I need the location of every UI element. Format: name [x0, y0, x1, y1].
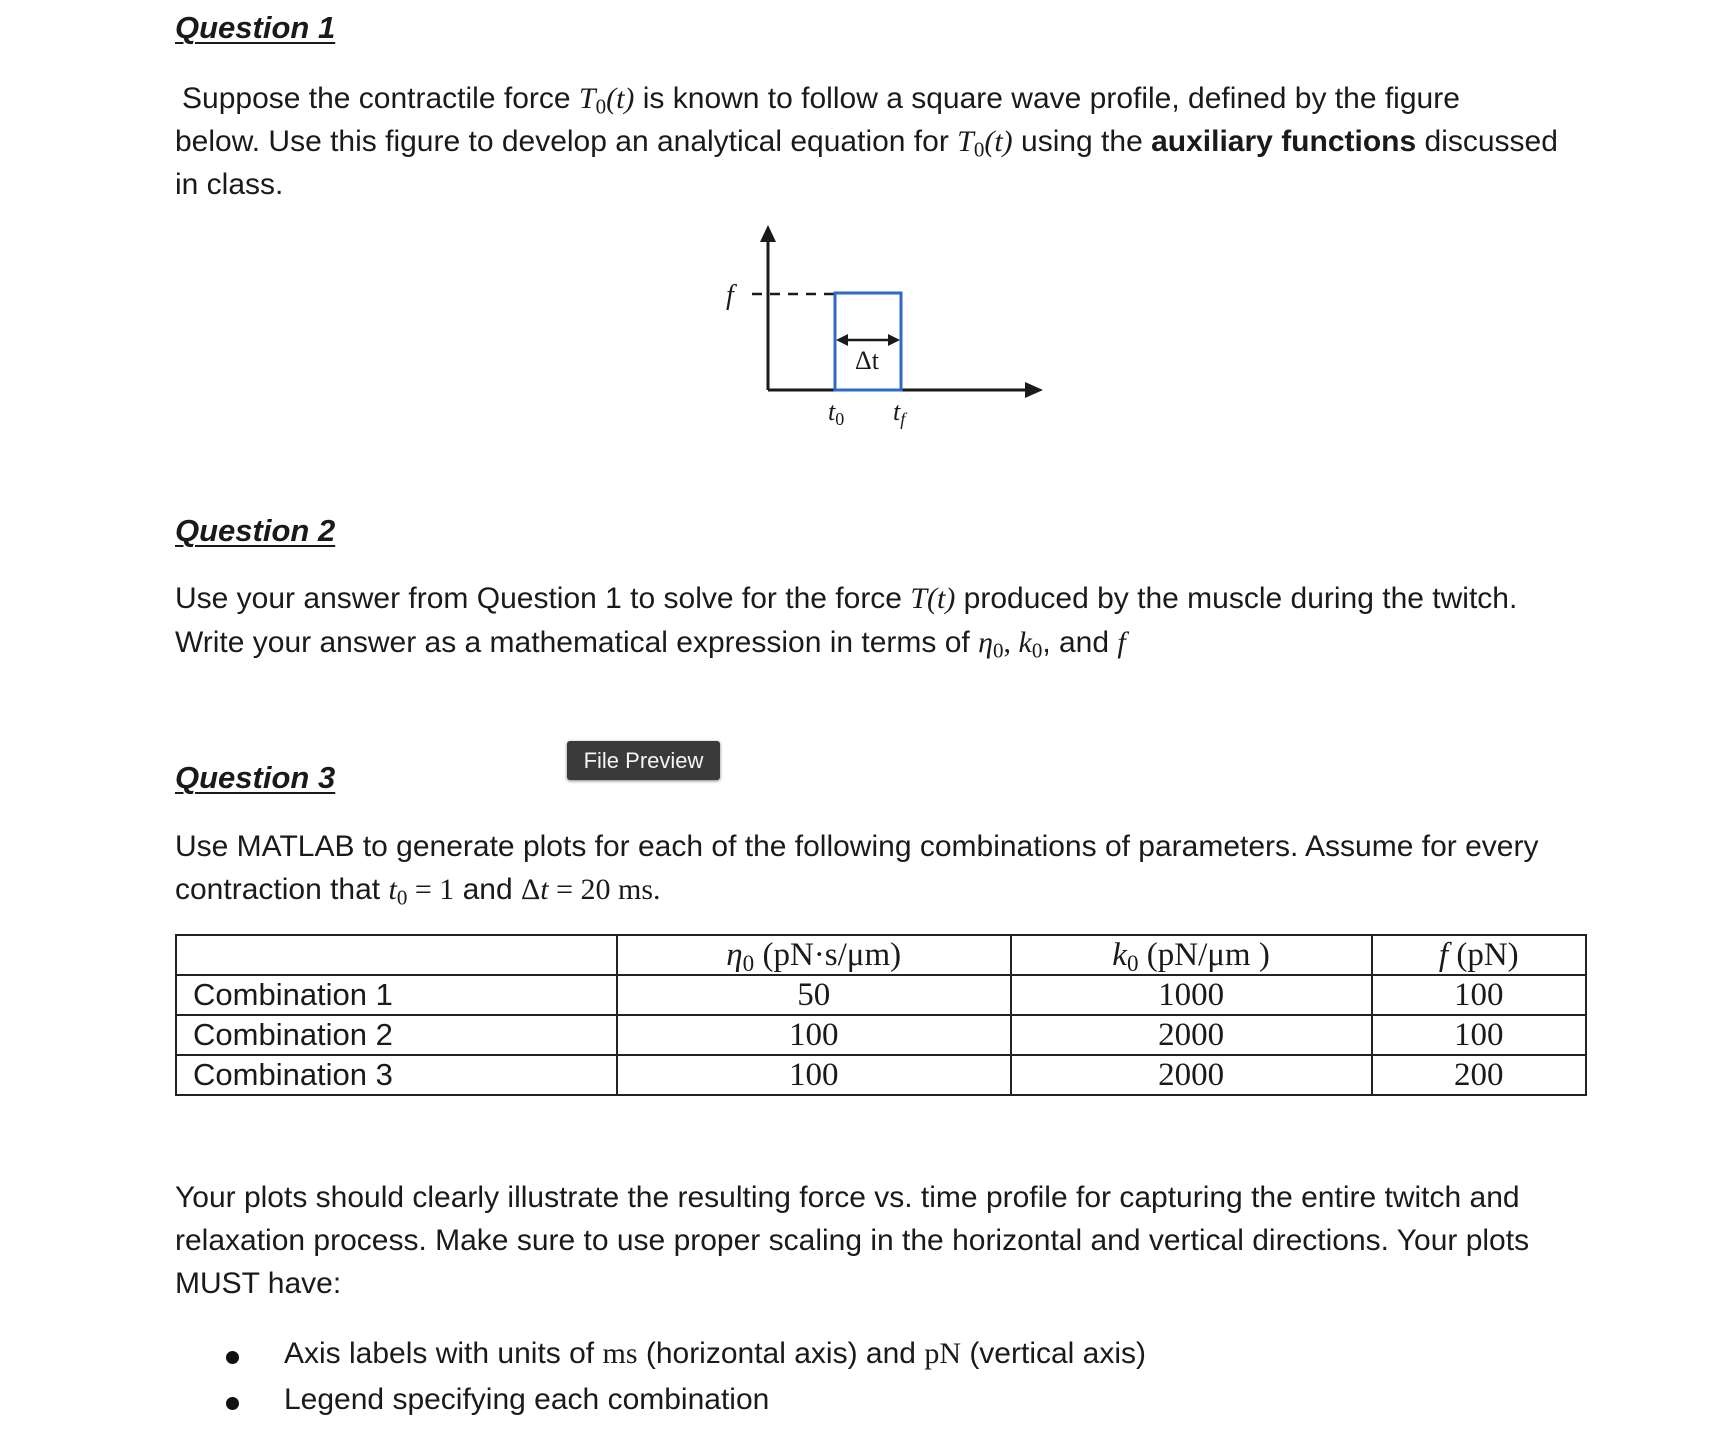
closing-line-2: relaxation process. Make sure to use proper scaling in the horizontal and vertical directions. Your plots — [175, 1224, 1530, 1257]
q2-line-1: Use your answer from Question 1 to solve for the force T(t) produced by the muscle during the twitch. — [175, 582, 1518, 615]
cell-k: 2000 — [1011, 1055, 1372, 1095]
header-k: $k_0$ (pN/μm ) — [1011, 935, 1372, 975]
y-axis-arrow — [760, 225, 776, 242]
q2-line-2: Write your answer as a mathematical expression in terms of $\eta_0$, $k_0$, and f — [175, 626, 1126, 663]
q3-line-1: Use MATLAB to generate plots for each of the following combinations of parameters. Assume for every — [175, 830, 1539, 863]
table-row — [176, 1055, 1586, 1095]
q3-line-2: contraction that $t_0 = 1$ and Δt = 20 ms. — [175, 873, 661, 910]
T0-symbol: $T_0(t)$ — [957, 125, 1013, 162]
f-symbol: f — [1117, 626, 1126, 659]
header-cell — [176, 935, 617, 975]
cell-eta: 50 — [617, 975, 1011, 1015]
eta0-symbol: $\eta_0$ — [978, 626, 1004, 663]
table-header-row — [176, 935, 1586, 975]
table-row — [176, 1015, 1586, 1055]
cell-k: 2000 — [1011, 1015, 1372, 1055]
delta-t-arrow-right — [888, 334, 900, 346]
t0-symbol: $t_0$ — [388, 873, 408, 910]
q1-line-1: Suppose the contractile force $T_0(t)$ is known to follow a square wave profile, defined by the figure — [182, 82, 1460, 119]
auxiliary-functions-bold: auxiliary functions — [1151, 125, 1417, 158]
question-3-heading: Question 3 — [175, 760, 336, 795]
q1-line-3: in class. — [175, 168, 284, 201]
parameter-table — [175, 934, 1587, 1096]
cell-f: 100 — [1372, 1015, 1586, 1055]
q1-line-2: below. Use this figure to develop an analytical equation for $T_0(t)$ using the auxiliary functions discussed — [175, 125, 1558, 162]
question-2-heading: Question 2 — [175, 513, 336, 548]
header-f: f (pN) — [1372, 935, 1586, 975]
question-1-heading: Question 1 — [175, 10, 336, 45]
delta-t-arrow-left — [836, 334, 848, 346]
header-eta: $\eta_0$ (pN·s/μm) — [617, 935, 1011, 975]
bullet-icon — [226, 1397, 239, 1410]
cell-eta: 100 — [617, 1015, 1011, 1055]
T-symbol: T(t) — [910, 582, 956, 615]
delta-t-label: Δt — [855, 346, 879, 375]
x-axis-arrow — [1025, 382, 1043, 398]
cell-f: 100 — [1372, 975, 1586, 1015]
row-label: Combination 1 — [176, 975, 617, 1015]
table-row — [176, 975, 1586, 1015]
t0-label: t0 — [828, 397, 845, 429]
closing-line-3: MUST have: — [175, 1267, 342, 1300]
cell-eta: 100 — [617, 1055, 1011, 1095]
row-label: Combination 3 — [176, 1055, 617, 1095]
bullet-icon — [226, 1351, 239, 1364]
file-preview-button[interactable]: File Preview — [567, 741, 720, 780]
cell-k: 1000 — [1011, 975, 1372, 1015]
closing-line-1: Your plots should clearly illustrate the resulting force vs. time profile for capturing the entire twitch and — [175, 1181, 1520, 1214]
cell-f: 200 — [1372, 1055, 1586, 1095]
k0-symbol: $k_0$ — [1018, 626, 1043, 663]
square-wave-figure — [700, 220, 1060, 440]
T0-symbol: $T_0(t)$ — [578, 82, 635, 119]
row-label: Combination 2 — [176, 1015, 617, 1055]
tf-label: tf — [893, 397, 906, 429]
f-label: f — [726, 280, 734, 311]
